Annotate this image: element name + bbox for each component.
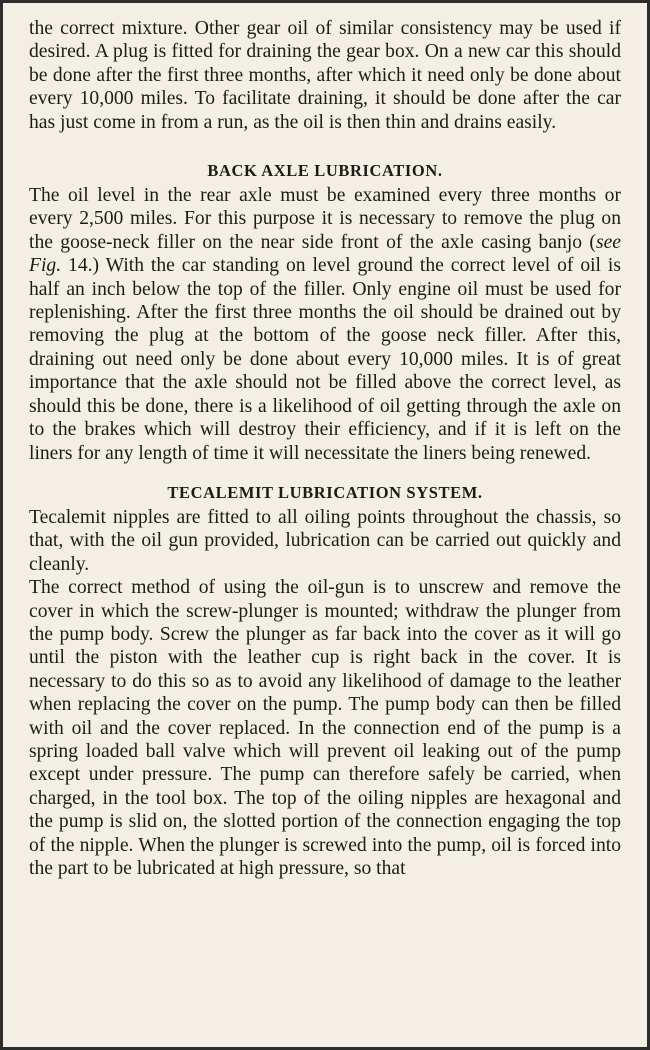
back-axle-text-before: The oil level in the rear axle must be examined every three months or every 2,500 miles. For this purpose it is necessary to remove the plug on the goose-neck filler on the near side front of the axle casing banjo ( [29,185,621,253]
intro-paragraph: the correct mixture. Other gear oil of similar consistency may be used if desired. A plug is fitted for draining the gear box. On a new car this should be done after the first three months, after which it need only be done about every 10,000 miles. To facilitate draining, it should be done after the car has just come in from a run, as the oil is then thin and drains easily. [29,18,621,133]
back-axle-paragraph [29,184,621,465]
tecalemit-heading: TECALEMIT LUBRICATION SYSTEM. [167,482,483,502]
back-axle-heading: BACK AXLE LUBRICATION. [207,161,443,181]
tecalemit-paragraph-2: The correct method of using the oil-gun is to unscrew and remove the cover in which the screw-plunger is mounted; withdraw the plunger from the pump body. Screw the plunger as far back into the cover as it will go until the piston with the leather cup is right back in the cover. It is necessary to do this so as to avoid any likelihood of damage to the leather when replacing the cover on the pump. The pump body can then be filled with oil and the cover replaced. In the connection end of the pump is a spring loaded ball valve which will prevent oil leaking out of the pump except under pressure. The pump can therefore safely be carried, when charged, in the tool box. The top of the oiling nipples are hexagonal and the pump is slid on, the slotted portion of the connection engaging the top of the nipple. When the plunger is screwed into the pump, oil is forced into the part to be lubricated at high pressure, so that [29,577,621,879]
back-axle-text-after: 14.) With the car standing on level ground the correct level of oil is half an inch below the top of the filler. Only engine oil must be used for replenishing. After the first three months the oil should be drained out by removing the plug at the bottom of the goose neck filler. After this, draining out need only be done about every 10,000 miles. It is of great importance that the axle should not be filled above the correct level, as should this be done, there is a likelihood of oil getting through the axle on to the brakes which will destroy their efficiency, and if it is left on the liners for any length of time it will necessitate the liners being renewed. [29,255,621,464]
tecalemit-paragraph-1: Tecalemit nipples are fitted to all oiling points throughout the chassis, so that, with the oil gun provided, lubrication can be carried out quickly and cleanly. [29,506,621,575]
document-page [3,3,647,1047]
figure-reference: see Fig. [29,231,621,277]
